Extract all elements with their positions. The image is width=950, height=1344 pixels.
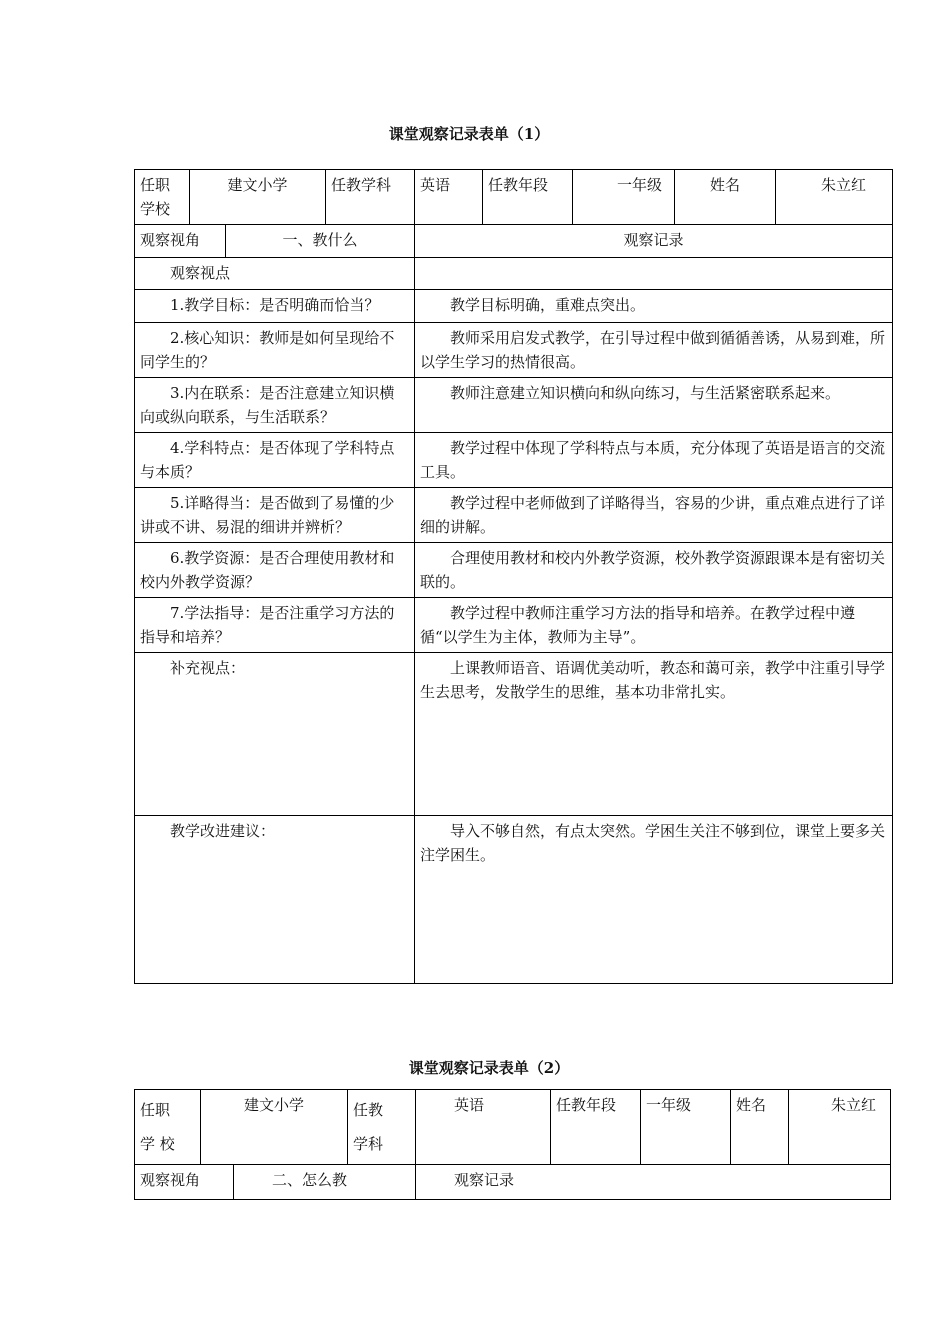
subject-value: 英语	[416, 1090, 551, 1165]
name-value: 朱立红	[789, 1090, 891, 1165]
observation-table-2	[134, 1089, 891, 1200]
grade-value: 一年级	[573, 170, 675, 225]
angle-value: 一、教什么	[226, 225, 415, 258]
observation-record: 教师注意建立知识横向和纵向练习，与生活紧密联系起来。	[415, 378, 893, 433]
supplement-record: 上课教师语音、语调优美动听，教态和蔼可亲，教学中注重引导学生去思考，发散学生的思维，基本功非常扎实。	[415, 653, 893, 816]
school-label	[135, 1090, 201, 1165]
subject-label: 任教学科	[326, 170, 415, 225]
grade-label: 任教年段	[551, 1090, 641, 1165]
subject-value: 英语	[415, 170, 483, 225]
observation-point: 2.核心知识：教师是如何呈现给不同学生的？	[135, 323, 415, 378]
observation-table-1	[134, 169, 893, 984]
angle-label: 观察视角	[135, 1165, 234, 1200]
improvement-label: 教学改进建议：	[135, 816, 415, 984]
subject-label	[348, 1090, 416, 1165]
form1-title: 课堂观察记录表单（1）	[388, 125, 550, 143]
form2-title: 课堂观察记录表单（2）	[408, 1059, 570, 1077]
subject-label-line1: 任教	[353, 1101, 384, 1119]
school-label-line2: 学 校	[140, 1135, 175, 1153]
observation-point: 6.教学资源：是否合理使用教材和校内外教学资源？	[135, 543, 415, 598]
subject-label-line2: 学科	[353, 1135, 384, 1153]
observation-point: 3.内在联系：是否注意建立知识横向或纵向联系，与生活联系？	[135, 378, 415, 433]
grade-value: 一年级	[641, 1090, 731, 1165]
angle-value: 二、怎么教	[234, 1165, 416, 1200]
observation-record: 教学目标明确，重难点突出。	[415, 290, 893, 323]
observation-record: 合理使用教材和校内外教学资源，校外教学资源跟课本是有密切关联的。	[415, 543, 893, 598]
observation-record: 教学过程中老师做到了详略得当，容易的少讲，重点难点进行了详细的讲解。	[415, 488, 893, 543]
improvement-record: 导入不够自然，有点太突然。学困生关注不够到位，课堂上要多关注学困生。	[415, 816, 893, 984]
school-label-line1: 任职	[140, 1101, 171, 1119]
points-header-record	[415, 258, 893, 290]
record-header: 观察记录	[415, 225, 893, 258]
observation-record: 教学过程中体现了学科特点与本质，充分体现了英语是语言的交流工具。	[415, 433, 893, 488]
observation-point: 5.详略得当：是否做到了易懂的少讲或不讲、易混的细讲并辨析？	[135, 488, 415, 543]
record-header: 观察记录	[416, 1165, 891, 1200]
name-label: 姓名	[731, 1090, 789, 1165]
points-header: 观察视点	[135, 258, 415, 290]
supplement-label: 补充视点：	[135, 653, 415, 816]
school-value: 建文小学	[190, 170, 326, 225]
observation-point: 7.学法指导：是否注重学习方法的指导和培养？	[135, 598, 415, 653]
school-value: 建文小学	[201, 1090, 348, 1165]
observation-point: 1.教学目标：是否明确而恰当？	[135, 290, 415, 323]
observation-point: 4.学科特点：是否体现了学科特点与本质？	[135, 433, 415, 488]
observation-record: 教师采用启发式教学，在引导过程中做到循循善诱，从易到难，所以学生学习的热情很高。	[415, 323, 893, 378]
observation-record: 教学过程中教师注重学习方法的指导和培养。在教学过程中遵循“以学生为主体，教师为主导”。	[415, 598, 893, 653]
angle-label: 观察视角	[135, 225, 226, 258]
grade-label: 任教年段	[483, 170, 573, 225]
school-label: 任职学校	[135, 170, 190, 225]
name-value: 朱立红	[776, 170, 893, 225]
name-label: 姓名	[675, 170, 776, 225]
